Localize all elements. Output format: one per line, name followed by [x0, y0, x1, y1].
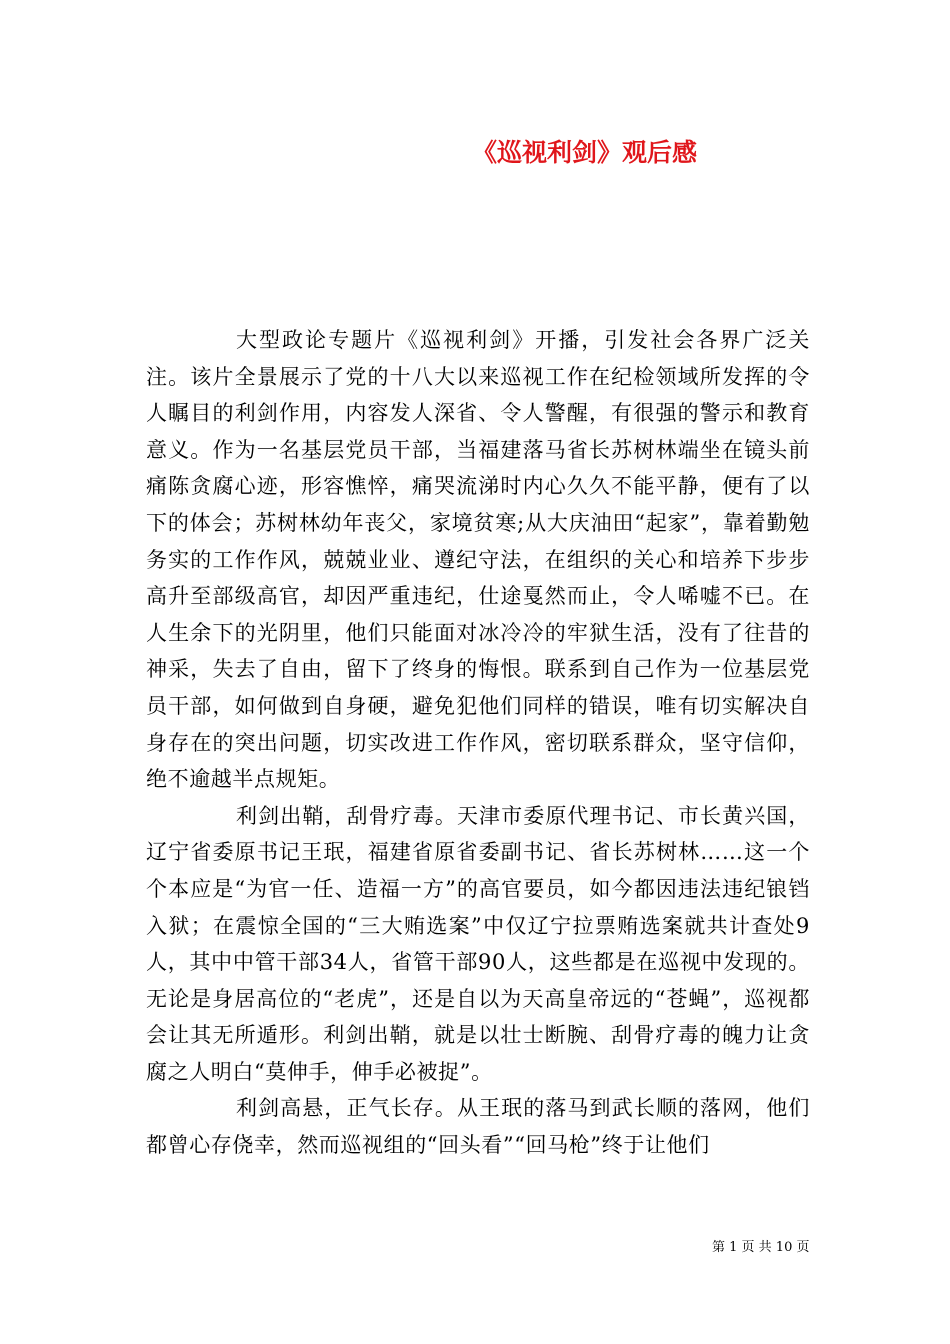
page-number-footer: 第 1 页 共 10 页 [712, 1240, 810, 1255]
document-body [146, 322, 810, 1164]
paragraph-1: 大型政论专题片《巡视利剑》开播，引发社会各界广泛关注。该片全景展示了党的十八大以来巡视工作在纪检领域所发挥的令人瞩目的利剑作用，内容发人深省、令人警醒，有很强的警示和教育意义。作为一名基层党员干部，当福建落马省长苏树林端坐在镜头前痛陈贪腐心迹，形容憔悴，痛哭流涕时内心久久不能平静，便有了以下的体会；苏树林幼年丧父，家境贫寒;从大庆油田“起家”，靠着勤勉务实的工作作风，兢兢业业、遵纪守法，在组织的关心和培养下步步高升至部级高官，却因严重违纪，仕途戛然而止，令人唏嘘不已。在人生余下的光阴里，他们只能面对冰冷冷的牢狱生活，没有了往昔的神采，失去了自由，留下了终身的悔恨。联系到自己作为一位基层党员干部，如何做到自身硬，避免犯他们同样的错误，唯有切实解决自身存在的突出问题，切实改进工作作风，密切联系群众，坚守信仰，绝不逾越半点规矩。 [146, 328, 810, 792]
paragraph-2: 利剑出鞘，刮骨疗毒。天津市委原代理书记、市长黄兴国，辽宁省委原书记王珉，福建省原省委副书记、省长苏树林……这一个个本应是“为官一任、造福一方”的高官要员，如今都因违法违纪锒铛入狱；在震惊全国的“三大贿选案”中仅辽宁拉票贿选案就共计查处9人，其中中管干部34人，省管干部90人，这些都是在巡视中发现的。无论是身居高位的“老虎”，还是自以为天高皇帝远的“苍蝇”，巡视都会让其无所遁形。利剑出鞘，就是以壮士断腕、刮骨疗毒的魄力让贪腐之人明白“莫伸手，伸手必被捉”。 [146, 803, 810, 1084]
document-title: 《巡视利剑》观后感 [472, 138, 698, 167]
paragraph-3: 利剑高悬，正气长存。从王珉的落马到武长顺的落网，他们都曾心存侥幸，然而巡视组的“回头看”“回马枪”终于让他们 [146, 1096, 810, 1158]
